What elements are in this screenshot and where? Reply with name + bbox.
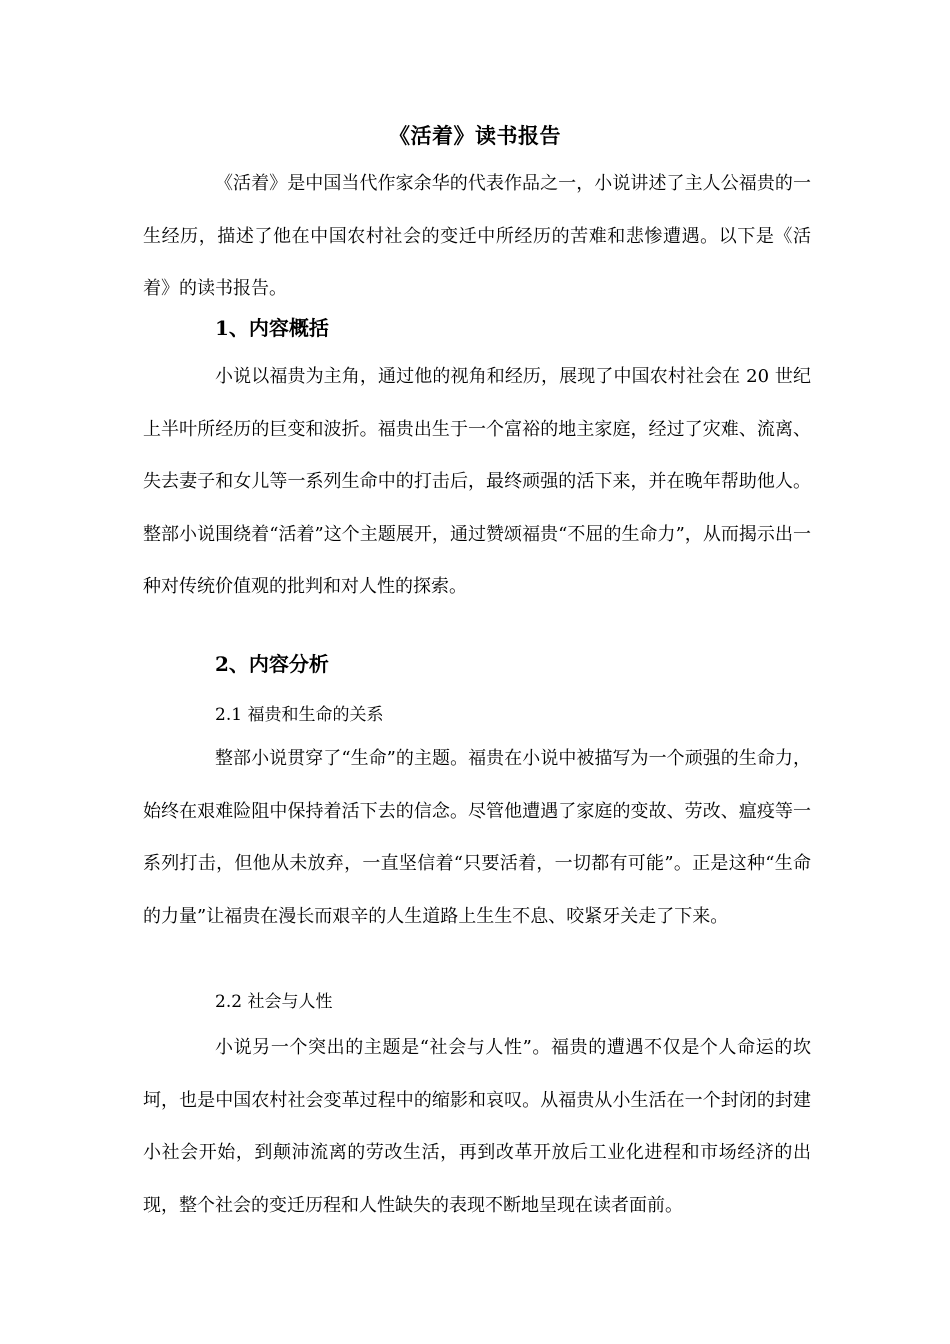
section1-heading: 1、内容概括 — [215, 316, 329, 340]
page-title: 《活着》读书报告 — [389, 123, 561, 148]
section2-2-paragraph: 小说另一个突出的主题是“社会与人性”。福贵的遭遇不仅是个人命运的坎坷，也是中国农村社会变革过程中的缩影和哀叹。从福贵从小生活在一个封闭的封建小社会开始，到颠沛流离的劳改生活，再到改革开放后工业化进程和市场经济的出现，整个社会的变迁历程和人性缺失的表现不断地呈现在读者面前。 — [143, 1037, 811, 1216]
section2-heading: 2、内容分析 — [215, 652, 329, 676]
section2-1-heading: 2.1 福贵和生命的关系 — [215, 705, 384, 725]
section2-2-heading: 2.2 社会与人性 — [215, 992, 333, 1012]
intro-paragraph: 《活着》是中国当代作家余华的代表作品之一，小说讲述了主人公福贵的一生经历，描述了他在中国农村社会的变迁中所经历的苦难和悲惨遭遇。以下是《活着》的读书报告。 — [143, 173, 811, 300]
section2-1-paragraph: 整部小说贯穿了“生命”的主题。福贵在小说中被描写为一个顽强的生命力，始终在艰难险阻中保持着活下去的信念。尽管他遭遇了家庭的变故、劳改、瘟疫等一系列打击，但他从未放弃，一直坚信着“只要活着，一切都有可能”。正是这种“生命的力量”让福贵在漫长而艰辛的人生道路上生生不息、咬紧牙关走了下来。 — [143, 748, 811, 927]
section1-paragraph: 小说以福贵为主角，通过他的视角和经历，展现了中国农村社会在 20 世纪上半叶所经历的巨变和波折。福贵出生于一个富裕的地主家庭，经过了灾难、流离、失去妻子和女儿等一系列生命中的打击后，最终顽强的活下来，并在晚年帮助他人。整部小说围绕着“活着”这个主题展开，通过赞颂福贵“不屈的生命力”，从而揭示出一种对传统价值观的批判和对人性的探索。 — [143, 366, 811, 598]
